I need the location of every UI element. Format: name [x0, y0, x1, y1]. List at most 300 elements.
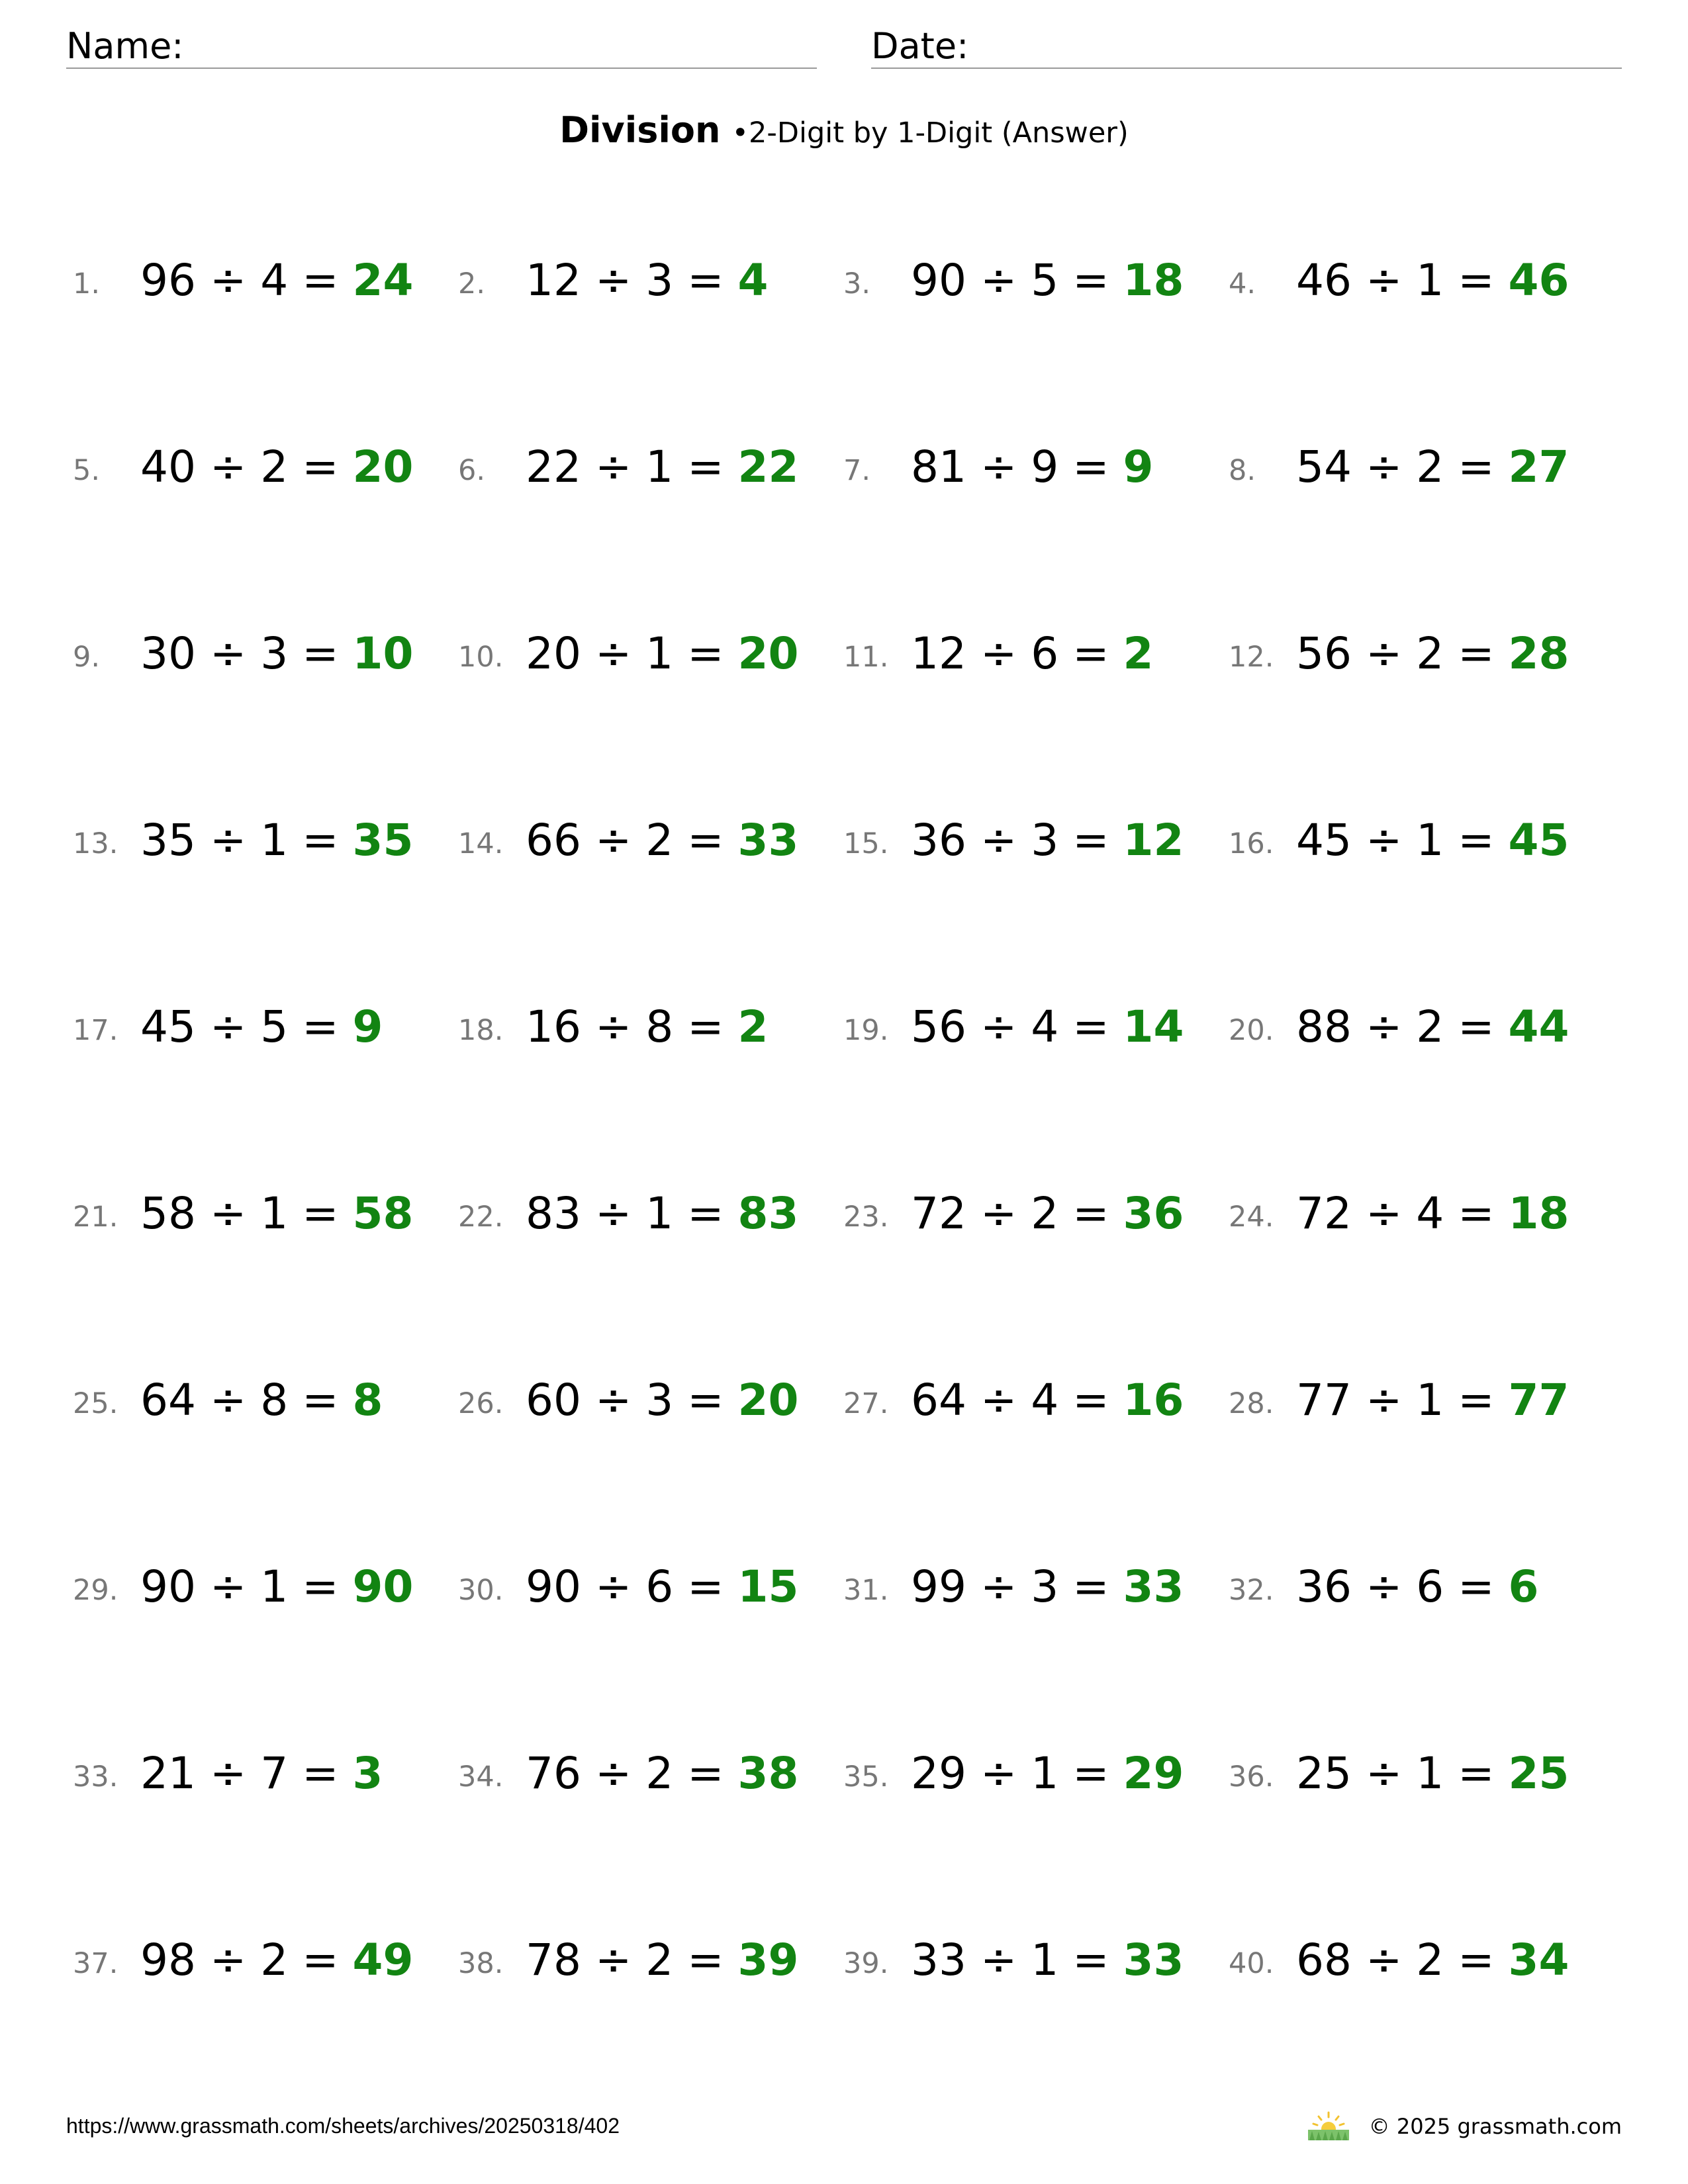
- problem-item: [843, 1558, 1214, 1624]
- equals-sign: =: [1458, 1934, 1495, 1985]
- divide-sign: ÷: [209, 441, 247, 492]
- equals-sign: =: [302, 815, 339, 866]
- divide-sign: ÷: [1365, 1001, 1403, 1052]
- divide-sign: ÷: [594, 815, 632, 866]
- problem-expression: [526, 1002, 768, 1052]
- divide-sign: ÷: [594, 1375, 632, 1426]
- problem-number: 10.: [458, 641, 504, 674]
- divisor: 6: [1031, 628, 1059, 679]
- answer: 20: [737, 628, 799, 679]
- divide-sign: ÷: [209, 1561, 247, 1612]
- equals-sign: =: [302, 1001, 339, 1052]
- divisor: 3: [1031, 815, 1059, 866]
- problem-expression: [526, 1935, 798, 1985]
- problem-expression: [526, 255, 768, 306]
- divide-sign: ÷: [980, 1188, 1017, 1239]
- divisor: 1: [1031, 1934, 1059, 1985]
- divide-sign: ÷: [980, 1934, 1017, 1985]
- problem-number: 20.: [1229, 1014, 1274, 1047]
- answer: 18: [1123, 255, 1184, 306]
- problem-item: [1229, 1745, 1599, 1811]
- dividend: 68: [1296, 1934, 1352, 1985]
- answer: 45: [1508, 815, 1570, 866]
- divide-sign: ÷: [209, 255, 247, 306]
- answer: 83: [737, 1188, 799, 1239]
- dividend: 45: [1296, 815, 1352, 866]
- divisor: 1: [1416, 1748, 1444, 1799]
- equals-sign: =: [687, 628, 724, 679]
- divisor: 4: [1031, 1001, 1059, 1052]
- dividend: 40: [140, 441, 196, 492]
- problem-item: [458, 251, 829, 318]
- dividend: 60: [526, 1375, 581, 1426]
- equals-sign: =: [1072, 1934, 1109, 1985]
- problem-expression: [526, 629, 798, 679]
- answer: 8: [352, 1375, 383, 1426]
- answer: 39: [737, 1934, 799, 1985]
- problem-expression: [140, 1375, 383, 1426]
- problem-item: [1229, 438, 1599, 504]
- problem-item: [458, 811, 829, 878]
- equals-sign: =: [687, 255, 724, 306]
- problem-item: [1229, 998, 1599, 1064]
- answer: 3: [352, 1748, 383, 1799]
- divisor: 2: [260, 441, 289, 492]
- answer: 38: [737, 1748, 799, 1799]
- divisor: 5: [1031, 255, 1059, 306]
- equals-sign: =: [1458, 1561, 1495, 1612]
- equals-sign: =: [1458, 441, 1495, 492]
- equals-sign: =: [302, 1934, 339, 1985]
- dividend: 58: [140, 1188, 196, 1239]
- divide-sign: ÷: [1365, 815, 1403, 866]
- problem-number: 22.: [458, 1201, 504, 1234]
- divisor: 2: [645, 1934, 674, 1985]
- problem-item: [458, 1931, 829, 1997]
- divisor: 6: [1416, 1561, 1444, 1612]
- problem-item: [458, 438, 829, 504]
- dividend: 36: [1296, 1561, 1352, 1612]
- divide-sign: ÷: [980, 1748, 1017, 1799]
- divisor: 1: [1416, 1375, 1444, 1426]
- problem-item: [73, 438, 444, 504]
- problem-item: [1229, 625, 1599, 691]
- problem-item: [73, 1745, 444, 1811]
- problem-number: 38.: [458, 1947, 504, 1980]
- answer: 14: [1123, 1001, 1184, 1052]
- dividend: 20: [526, 628, 581, 679]
- divisor: 1: [1416, 255, 1444, 306]
- dividend: 12: [526, 255, 581, 306]
- problem-item: [843, 811, 1214, 878]
- divisor: 1: [1031, 1748, 1059, 1799]
- equals-sign: =: [1458, 1748, 1495, 1799]
- problem-item: [843, 1745, 1214, 1811]
- problem-expression: [140, 442, 413, 492]
- divisor: 1: [260, 1188, 289, 1239]
- divide-sign: ÷: [980, 255, 1017, 306]
- equals-sign: =: [687, 1561, 724, 1612]
- divisor: 4: [260, 255, 289, 306]
- problem-expression: [526, 442, 798, 492]
- answer: 33: [1123, 1934, 1184, 1985]
- equals-sign: =: [1458, 1375, 1495, 1426]
- problem-number: 31.: [843, 1574, 889, 1607]
- problem-item: [1229, 251, 1599, 318]
- divisor: 1: [645, 441, 674, 492]
- answer: 34: [1508, 1934, 1570, 1985]
- dividend: 56: [1296, 628, 1352, 679]
- answer: 9: [352, 1001, 383, 1052]
- equals-sign: =: [1458, 1001, 1495, 1052]
- answer: 16: [1123, 1375, 1184, 1426]
- problem-item: [458, 1185, 829, 1251]
- problem-number: 28.: [1229, 1387, 1274, 1420]
- problem-expression: [1296, 1935, 1569, 1985]
- divide-sign: ÷: [209, 628, 247, 679]
- problem-number: 16.: [1229, 827, 1274, 860]
- problem-number: 27.: [843, 1387, 889, 1420]
- answer: 4: [737, 255, 769, 306]
- divisor: 2: [1416, 1001, 1444, 1052]
- problem-item: [843, 438, 1214, 504]
- dividend: 46: [1296, 255, 1352, 306]
- problem-item: [73, 1558, 444, 1624]
- dividend: 77: [1296, 1375, 1352, 1426]
- problem-item: [73, 1185, 444, 1251]
- divisor: 2: [1416, 1934, 1444, 1985]
- divide-sign: ÷: [980, 1561, 1017, 1612]
- divide-sign: ÷: [1365, 1188, 1403, 1239]
- dividend: 72: [1296, 1188, 1352, 1239]
- dividend: 72: [911, 1188, 966, 1239]
- problem-number: 5.: [73, 454, 101, 487]
- divisor: 7: [260, 1748, 289, 1799]
- answer: 27: [1508, 441, 1570, 492]
- divisor: 3: [645, 1375, 674, 1426]
- answer: 36: [1123, 1188, 1184, 1239]
- equals-sign: =: [1458, 255, 1495, 306]
- divide-sign: ÷: [980, 815, 1017, 866]
- divisor: 3: [260, 628, 289, 679]
- problem-expression: [526, 1749, 798, 1799]
- problem-item: [1229, 1185, 1599, 1251]
- problem-item: [73, 1931, 444, 1997]
- divisor: 4: [1416, 1188, 1444, 1239]
- dividend: 81: [911, 441, 966, 492]
- problem-item: [73, 998, 444, 1064]
- problem-number: 12.: [1229, 641, 1274, 674]
- equals-sign: =: [687, 1934, 724, 1985]
- dividend: 56: [911, 1001, 966, 1052]
- divide-sign: ÷: [1365, 628, 1403, 679]
- equals-sign: =: [1072, 1748, 1109, 1799]
- divisor: 1: [260, 815, 289, 866]
- divisor: 1: [645, 1188, 674, 1239]
- problem-item: [843, 251, 1214, 318]
- dividend: 64: [911, 1375, 966, 1426]
- answer: 49: [352, 1934, 414, 1985]
- dividend: 90: [526, 1561, 581, 1612]
- dividend: 22: [526, 441, 581, 492]
- answer: 44: [1508, 1001, 1570, 1052]
- dividend: 35: [140, 815, 196, 866]
- problem-item: [1229, 811, 1599, 878]
- problem-number: 14.: [458, 827, 504, 860]
- footer-copyright-block: [1305, 2111, 1622, 2142]
- problem-number: 19.: [843, 1014, 889, 1047]
- answer: 10: [352, 628, 414, 679]
- grass-sun-logo-icon: [1305, 2111, 1352, 2142]
- problem-number: 17.: [73, 1014, 118, 1047]
- problem-number: 32.: [1229, 1574, 1274, 1607]
- answer: 2: [1123, 628, 1154, 679]
- problem-item: [73, 1371, 444, 1437]
- problem-number: 29.: [73, 1574, 118, 1607]
- problem-expression: [1296, 1189, 1569, 1239]
- answer: 20: [737, 1375, 799, 1426]
- problem-expression: [140, 1749, 383, 1799]
- problem-number: 35.: [843, 1760, 889, 1794]
- problem-expression: [1296, 1375, 1569, 1426]
- answer: 77: [1508, 1375, 1570, 1426]
- equals-sign: =: [1458, 815, 1495, 866]
- dividend: 21: [140, 1748, 196, 1799]
- dividend: 83: [526, 1188, 581, 1239]
- problem-number: 23.: [843, 1201, 889, 1234]
- problem-number: 11.: [843, 641, 889, 674]
- problem-expression: [1296, 629, 1569, 679]
- answer: 25: [1508, 1748, 1570, 1799]
- divide-sign: ÷: [594, 255, 632, 306]
- dividend: 64: [140, 1375, 196, 1426]
- divisor: 1: [260, 1561, 289, 1612]
- answer: 6: [1508, 1561, 1539, 1612]
- name-field[interactable]: [66, 24, 817, 69]
- problem-number: 37.: [73, 1947, 118, 1980]
- problem-item: [843, 1371, 1214, 1437]
- divide-sign: ÷: [594, 1188, 632, 1239]
- problem-expression: [1296, 1002, 1569, 1052]
- divisor: 2: [1416, 441, 1444, 492]
- problem-expression: [526, 1562, 798, 1612]
- equals-sign: =: [687, 1001, 724, 1052]
- answer: 2: [737, 1001, 769, 1052]
- problem-number: 21.: [73, 1201, 118, 1234]
- equals-sign: =: [1458, 628, 1495, 679]
- equals-sign: =: [1072, 628, 1109, 679]
- title-separator: •: [731, 116, 749, 150]
- answer: 18: [1508, 1188, 1570, 1239]
- dividend: 66: [526, 815, 581, 866]
- answer: 20: [352, 441, 414, 492]
- problem-expression: [911, 1749, 1184, 1799]
- problem-expression: [911, 815, 1184, 866]
- problem-item: [73, 251, 444, 318]
- divide-sign: ÷: [209, 1934, 247, 1985]
- problem-expression: [140, 1562, 413, 1612]
- divide-sign: ÷: [1365, 441, 1403, 492]
- problem-number: 30.: [458, 1574, 504, 1607]
- answer: 15: [737, 1561, 799, 1612]
- problem-expression: [911, 1375, 1184, 1426]
- problem-expression: [1296, 1749, 1569, 1799]
- problem-item: [843, 1931, 1214, 1997]
- problem-expression: [1296, 255, 1569, 306]
- problem-number: 26.: [458, 1387, 504, 1420]
- divisor: 1: [645, 628, 674, 679]
- divisor: 8: [260, 1375, 289, 1426]
- answer: 33: [737, 815, 799, 866]
- problem-expression: [1296, 1562, 1538, 1612]
- problem-item: [1229, 1931, 1599, 1997]
- problem-expression: [526, 1189, 798, 1239]
- divide-sign: ÷: [1365, 1934, 1403, 1985]
- divide-sign: ÷: [1365, 255, 1403, 306]
- problem-item: [73, 625, 444, 691]
- divide-sign: ÷: [980, 628, 1017, 679]
- equals-sign: =: [302, 1748, 339, 1799]
- dividend: 99: [911, 1561, 966, 1612]
- divide-sign: ÷: [980, 1375, 1017, 1426]
- problem-item: [458, 625, 829, 691]
- problem-item: [843, 625, 1214, 691]
- divide-sign: ÷: [209, 1001, 247, 1052]
- footer-url: https://www.grassmath.com/sheets/archives/20250318/402: [66, 2114, 620, 2138]
- divide-sign: ÷: [594, 1561, 632, 1612]
- dividend: 45: [140, 1001, 196, 1052]
- divide-sign: ÷: [1365, 1561, 1403, 1612]
- divisor: 2: [1031, 1188, 1059, 1239]
- divisor: 9: [1031, 441, 1059, 492]
- dividend: 90: [140, 1561, 196, 1612]
- problem-expression: [140, 1935, 413, 1985]
- dividend: 78: [526, 1934, 581, 1985]
- equals-sign: =: [302, 441, 339, 492]
- dividend: 76: [526, 1748, 581, 1799]
- problem-item: [458, 1558, 829, 1624]
- dividend: 98: [140, 1934, 196, 1985]
- title-main: Division: [559, 109, 721, 151]
- dividend: 33: [911, 1934, 966, 1985]
- problem-item: [843, 1185, 1214, 1251]
- equals-sign: =: [302, 628, 339, 679]
- worksheet-title: [0, 106, 1688, 158]
- divide-sign: ÷: [594, 628, 632, 679]
- problem-number: 3.: [843, 267, 871, 300]
- problem-expression: [140, 629, 413, 679]
- dividend: 16: [526, 1001, 581, 1052]
- divisor: 3: [645, 255, 674, 306]
- problem-item: [73, 811, 444, 878]
- equals-sign: =: [687, 815, 724, 866]
- dividend: 96: [140, 255, 196, 306]
- equals-sign: =: [687, 1748, 724, 1799]
- problem-expression: [1296, 442, 1569, 492]
- equals-sign: =: [302, 1375, 339, 1426]
- divide-sign: ÷: [594, 1934, 632, 1985]
- answer: 24: [352, 255, 414, 306]
- answer: 58: [352, 1188, 414, 1239]
- title-subtitle: 2-Digit by 1-Digit (Answer): [749, 116, 1129, 150]
- problem-expression: [526, 815, 798, 866]
- equals-sign: =: [1458, 1188, 1495, 1239]
- equals-sign: =: [687, 1188, 724, 1239]
- problem-expression: [911, 442, 1153, 492]
- dividend: 90: [911, 255, 966, 306]
- divide-sign: ÷: [1365, 1375, 1403, 1426]
- divide-sign: ÷: [209, 1375, 247, 1426]
- problem-item: [1229, 1558, 1599, 1624]
- answer: 90: [352, 1561, 414, 1612]
- dividend: 29: [911, 1748, 966, 1799]
- problem-number: 40.: [1229, 1947, 1274, 1980]
- divide-sign: ÷: [209, 815, 247, 866]
- date-label: Date:: [871, 25, 969, 67]
- problem-item: [1229, 1371, 1599, 1437]
- problem-expression: [140, 1002, 383, 1052]
- problem-number: 13.: [73, 827, 118, 860]
- divide-sign: ÷: [1365, 1748, 1403, 1799]
- problem-expression: [911, 1189, 1184, 1239]
- dividend: 30: [140, 628, 196, 679]
- answer: 33: [1123, 1561, 1184, 1612]
- divisor: 6: [645, 1561, 674, 1612]
- dividend: 36: [911, 815, 966, 866]
- problem-number: 2.: [458, 267, 486, 300]
- answer: 28: [1508, 628, 1570, 679]
- problem-number: 39.: [843, 1947, 889, 1980]
- divisor: 8: [645, 1001, 674, 1052]
- problem-number: 36.: [1229, 1760, 1274, 1794]
- divide-sign: ÷: [980, 1001, 1017, 1052]
- dividend: 88: [1296, 1001, 1352, 1052]
- equals-sign: =: [1072, 815, 1109, 866]
- answer: 35: [352, 815, 414, 866]
- divide-sign: ÷: [980, 441, 1017, 492]
- problem-number: 34.: [458, 1760, 504, 1794]
- equals-sign: =: [1072, 1188, 1109, 1239]
- problem-item: [843, 998, 1214, 1064]
- equals-sign: =: [1072, 255, 1109, 306]
- problem-expression: [911, 629, 1153, 679]
- answer: 22: [737, 441, 799, 492]
- problem-expression: [1296, 815, 1569, 866]
- problem-number: 4.: [1229, 267, 1256, 300]
- problem-expression: [911, 1562, 1184, 1612]
- answer: 9: [1123, 441, 1154, 492]
- divisor: 5: [260, 1001, 289, 1052]
- problem-number: 1.: [73, 267, 101, 300]
- divisor: 3: [1031, 1561, 1059, 1612]
- divisor: 2: [645, 1748, 674, 1799]
- equals-sign: =: [1072, 1375, 1109, 1426]
- divide-sign: ÷: [209, 1748, 247, 1799]
- dividend: 25: [1296, 1748, 1352, 1799]
- answer: 29: [1123, 1748, 1184, 1799]
- date-field[interactable]: [871, 24, 1622, 69]
- problem-number: 8.: [1229, 454, 1256, 487]
- problem-number: 25.: [73, 1387, 118, 1420]
- divide-sign: ÷: [209, 1188, 247, 1239]
- problem-expression: [140, 815, 413, 866]
- divisor: 2: [260, 1934, 289, 1985]
- divisor: 2: [1416, 628, 1444, 679]
- equals-sign: =: [302, 1561, 339, 1612]
- divisor: 1: [1416, 815, 1444, 866]
- equals-sign: =: [687, 441, 724, 492]
- problem-item: [458, 1371, 829, 1437]
